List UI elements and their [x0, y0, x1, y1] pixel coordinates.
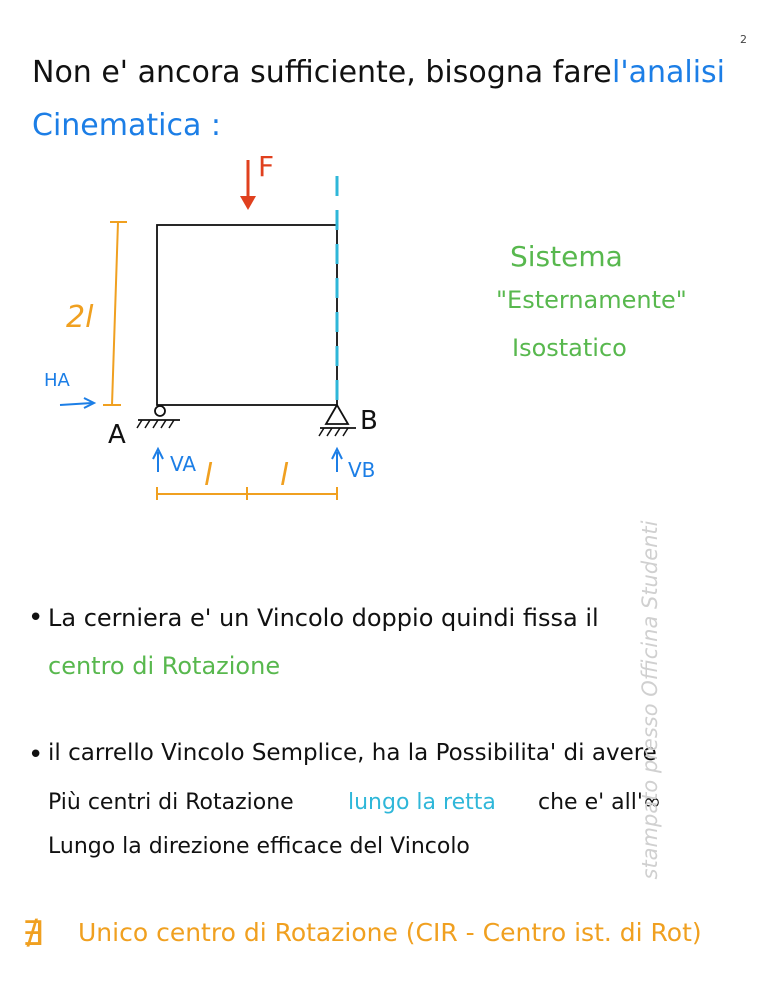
heading-line2: Cinematica : — [32, 108, 221, 143]
side-note-line2: "Esternamente" — [496, 286, 687, 314]
frame-outline — [157, 225, 337, 405]
conclusion-text: Unico centro di Rotazione (CIR - Centro ist. di Rot) — [78, 918, 702, 947]
bullet-dot-2: • — [28, 740, 44, 770]
height-label: 2l — [66, 300, 94, 335]
ha-label: HA — [44, 370, 70, 391]
height-dimension — [103, 222, 127, 405]
node-b-label: B — [360, 406, 378, 436]
ha-arrow — [60, 398, 94, 408]
bullet2-line3: Lungo la direzione efficace del Vincolo — [48, 834, 470, 859]
node-a-label: A — [108, 420, 126, 450]
heading-line1-analysis: l'analisi — [612, 55, 725, 90]
bullet2-line2-line: lungo la retta — [348, 790, 496, 815]
bullet2-line2-end: che e' all'∞ — [538, 790, 662, 815]
not-exists-symbol: ∄ — [22, 914, 44, 954]
vb-arrow — [332, 449, 342, 472]
va-arrow — [153, 449, 163, 472]
span-left-label: l — [204, 458, 213, 493]
va-label: VA — [170, 452, 197, 476]
vb-label: VB — [348, 458, 376, 482]
span-right-label: l — [280, 458, 289, 493]
bullet-dot-1: • — [28, 603, 44, 633]
support-b-hinge — [319, 405, 356, 436]
heading-line1: Non e' ancora sufficiente, bisogna fare — [32, 55, 612, 90]
bullet2-line2-start: Più centri di Rotazione — [48, 790, 294, 815]
side-note-line3: Isostatico — [512, 334, 627, 362]
force-label: F — [258, 150, 275, 183]
support-a-roller — [137, 406, 180, 428]
watermark: stampato presso Officina Studenti — [638, 520, 662, 880]
bullet1-line1: La cerniera e' un Vincolo doppio quindi fissa il — [48, 604, 599, 632]
bullet2-line1: il carrello Vincolo Semplice, ha la Possibilita' di avere — [48, 740, 657, 766]
bullet1-line2: centro di Rotazione — [48, 652, 281, 680]
span-dimension — [157, 487, 337, 500]
side-note-line1: Sistema — [510, 240, 623, 273]
page-number: 2 — [740, 33, 747, 46]
force-arrow — [240, 160, 256, 210]
